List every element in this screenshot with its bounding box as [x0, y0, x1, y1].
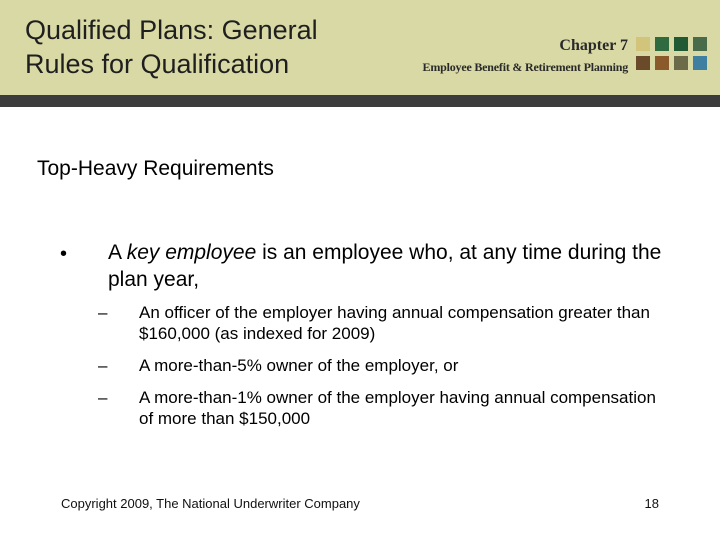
list-item — [98, 387, 658, 429]
list-item — [98, 302, 658, 344]
decor-square — [674, 56, 688, 70]
bullet-text-end: is an employee who, at any time during the plan year, — [108, 241, 662, 291]
list-item-text: An officer of the employer having annual compensation greater than $160,000 (as indexed for 2009) — [139, 303, 650, 343]
list-item-text: A more-than-5% owner of the employer, or — [139, 356, 459, 375]
page-number: 18 — [644, 496, 659, 511]
key-employee-term: key employee — [126, 241, 257, 264]
slide-title-line1: Qualified Plans: General — [25, 15, 318, 45]
dash-marker: – — [98, 388, 108, 407]
header-divider — [0, 95, 720, 107]
slide-title-line2: Rules for Qualification — [25, 49, 290, 79]
decor-square — [636, 37, 650, 51]
decor-square — [655, 37, 669, 51]
decor-square — [693, 37, 707, 51]
list-item — [98, 355, 658, 376]
section-heading: Top-Heavy Requirements — [37, 157, 274, 180]
list-item-text: A more-than-1% owner of the employer having annual compensation of more than $150,000 — [139, 388, 656, 428]
chapter-label: Chapter 7 — [559, 37, 628, 54]
decor-square — [636, 56, 650, 70]
sub-bullet-list — [98, 302, 658, 429]
decor-square — [693, 56, 707, 70]
decor-square — [655, 56, 669, 70]
course-subtitle: Employee Benefit & Retirement Planning — [422, 60, 628, 74]
dash-marker: – — [98, 356, 108, 375]
dash-marker: – — [98, 303, 108, 322]
bullet-text-start: A — [108, 241, 127, 264]
decor-square — [674, 37, 688, 51]
bullet-text — [108, 239, 668, 293]
bullet-marker: • — [60, 243, 68, 265]
slide-title — [25, 13, 365, 81]
copyright-text: Copyright 2009, The National Underwriter Company — [61, 496, 360, 511]
